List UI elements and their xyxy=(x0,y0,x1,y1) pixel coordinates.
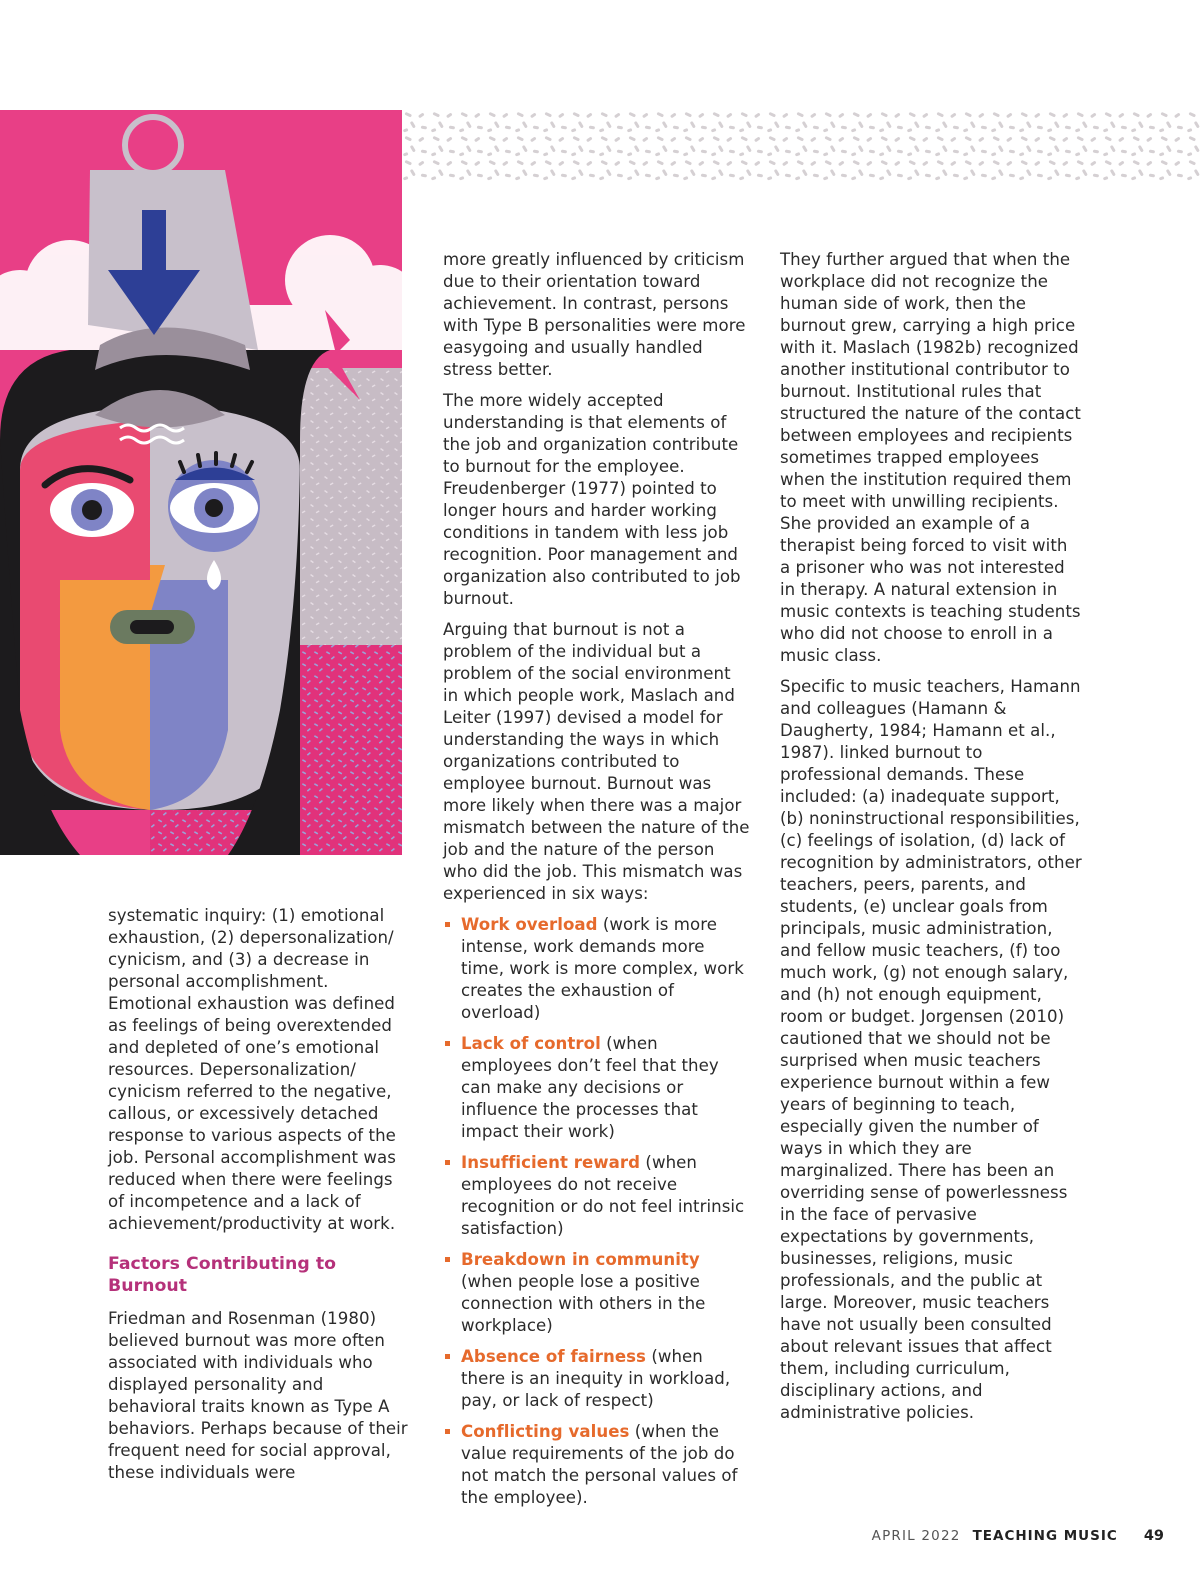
paragraph-type-b: more greatly influenced by criticism due to their orientation toward achievement. In contrast, persons with Type B personalities were more easygoing and usually handled stress better. xyxy=(443,250,746,379)
bullet-icon xyxy=(445,1429,450,1434)
bullet-icon xyxy=(445,1354,450,1359)
mismatch-list xyxy=(443,914,751,1509)
list-item xyxy=(443,1152,751,1240)
list-item-desc: (when employees don’t feel that they can make any decisions or influence the processes that impact their work) xyxy=(461,1034,719,1141)
list-item xyxy=(443,1346,751,1412)
speckle-pattern-band xyxy=(402,110,1200,182)
list-item-desc: (when people lose a positive connection with others in the workplace) xyxy=(461,1272,706,1335)
burnout-face-illustration xyxy=(0,110,402,855)
list-item-term: Work overload xyxy=(461,915,598,934)
list-item xyxy=(443,1421,751,1509)
list-item xyxy=(443,914,751,1024)
list-item-desc: (work is more intense, work demands more time, work is more complex, work creates the exhaustion of overload) xyxy=(461,915,744,1022)
page-footer xyxy=(872,1526,1164,1546)
list-item xyxy=(443,1249,751,1337)
list-item-term: Absence of fairness xyxy=(461,1347,646,1366)
paragraph-friedman-rosenman: Friedman and Rosenman (1980) believed burnout was more often associated with individuals who displayed personality and behavioral traits known as Type A behaviors. Perhaps because of their frequent need for social approval, these individuals were xyxy=(108,1309,408,1482)
list-item-desc: (when there is an inequity in workload, pay, or lack of respect) xyxy=(461,1347,731,1410)
list-item-term: Lack of control xyxy=(461,1034,601,1053)
subhead-factors: Factors Contributing to Burnout xyxy=(108,1254,337,1296)
list-item-term: Insufficient reward xyxy=(461,1153,641,1172)
list-item-desc: (when the value requirements of the job do not match the personal values of the employee). xyxy=(461,1422,738,1507)
list-item-term: Breakdown in community xyxy=(461,1250,700,1269)
page-number: 49 xyxy=(1143,1528,1164,1544)
paragraph-widely-accepted: The more widely accepted understanding is that elements of the job and organization contribute to burnout for the employee. Freudenberger (1977) pointed to longer hours and harder working conditions in tandem with less job recognition. Poor management and organization also contributed to job burnout. xyxy=(443,391,741,608)
paragraph-music-teachers: Specific to music teachers, Hamann and colleagues (Hamann & Daugherty, 1984; Hamann et al., 1987). linked burnout to professional demands. These included: (a) inadequate support, (b) noninstructional responsibilities, (c) feelings of isolation, (d) lack of recognition by administrators, other teachers, peers, parents, and students, (e) unclear goals from principals, music administration, and fellow music teachers, (f) too much work, (g) not enough salary, and (h) not enough equipment, room or budget. Jorgensen (2010) cautioned that we should not be surprised when music teachers experience burnout within a few years of beginning to teach, especially given the number of ways in which they are marginalized. There has been an overriding sense of powerlessness in the face of pervasive expectations by governments, businesses, religions, music professionals, and the public at large. Moreover, music teachers have not usually been consulted about relevant issues that affect them, including curriculum, disciplinary actions, and administrative policies. xyxy=(780,677,1082,1422)
bullet-icon xyxy=(445,1257,450,1262)
cover-illustration xyxy=(0,110,402,855)
paragraph-human-side: They further argued that when the workplace did not recognize the human side of work, then the burnout grew, carrying a high price with it. Maslach (1982b) recognized another institutional contributor to burnout. Institutional rules that structured the nature of the contact between employees and recipients sometimes trapped employees when the institution required them to meet with unwilling recipients. She provided an example of a therapist being forced to visit with a prisoner who was not interested in therapy. A natural extension in music contexts is teaching students who did not choose to enroll in a music class. xyxy=(780,250,1081,665)
paragraph-systematic-inquiry: systematic inquiry: (1) emotional exhaustion, (2) depersonalization/ cynicism, and (3) a decrease in personal accomplishment. Emotional exhaustion was defined as feelings of being overextended and depleted of one’s emotional resources. Depersonalization/ cynicism referred to the negative, callous, or excessively detached response to various aspects of the job. Personal accomplishment was reduced when there were feelings of incompetence and a lack of achievement/productivity at work. xyxy=(108,906,396,1233)
text-column-right xyxy=(780,249,1082,1433)
list-item-term: Conflicting values xyxy=(461,1422,630,1441)
list-item xyxy=(443,1033,751,1143)
bullet-icon xyxy=(445,922,450,927)
magazine-title: TEACHING MUSIC xyxy=(972,1528,1118,1544)
text-column-left xyxy=(108,905,410,1493)
paragraph-maslach-leiter: Arguing that burnout is not a problem of the individual but a problem of the social environment in which people work, Maslach and Leiter (1997) devised a model for understanding the ways in which organizations contributed to employee burnout. Burnout was more likely when there was a major mismatch between the nature of the job and the nature of the person who did the job. This mismatch was experienced in six ways: xyxy=(443,620,750,903)
list-item-desc: (when employees do not receive recognition or do not feel intrinsic satisfaction) xyxy=(461,1153,745,1238)
text-column-middle xyxy=(443,249,751,1518)
issue-date: APRIL 2022 xyxy=(871,1528,961,1544)
bullet-icon xyxy=(445,1041,450,1046)
speckle-pattern xyxy=(402,110,1200,182)
bullet-icon xyxy=(445,1160,450,1165)
